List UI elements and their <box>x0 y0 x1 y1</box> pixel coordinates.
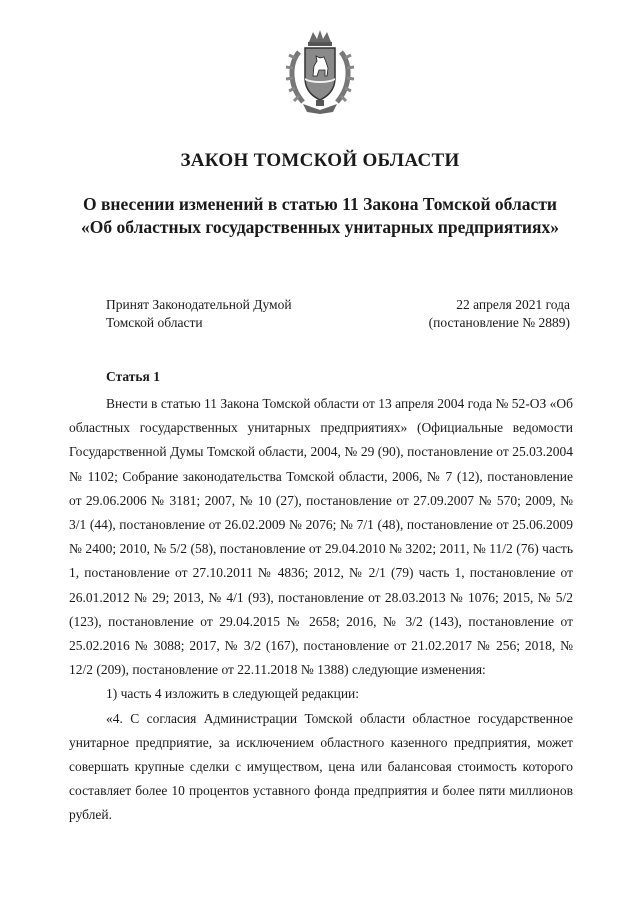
adoption-body-block <box>106 296 292 332</box>
article-heading: Статья 1 <box>106 369 160 384</box>
paragraph: Внести в статью 11 Закона Томской области от 13 апреля 2004 года № 52-ОЗ «Об областных государственных унитарных предприятиях» (Официальные ведомости Государственной Думы Томской области, 2004, № 29 (90), постановление от 25.03.2004 № 1102; Собрание законодательства Томской области, 2006, № 7 (12), постановление от 29.06.2006 № 3181; 2007, № 10 (27), постановление от 27.09.2007 № 570; 2009, № 3/1 (44), постановление от 26.02.2009 № 2076; № 7/1 (48), постановление от 25.06.2009 № 2400; 2010, № 5/2 (58), постановление от 29.04.2010 № 3202; 2011, № 11/2 (76) часть 1, постановление от 27.10.2011 № 4836; 2012, № 2/1 (79) часть 1, постановление от 26.01.2012 № 29; 2013, № 4/1 (93), постановление от 28.03.2013 № 1076; 2015, № 5/2 (123), постановление от 29.04.2015 № 2658; 2016, № 3/2 (143), постановление от 25.02.2016 № 3088; 2017, № 3/2 (167), постановление от 21.02.2017 № 256; 2018, № 12/2 (209), постановление от 22.11.2018 № 1388) следующие изменения: <box>69 396 573 678</box>
resolution-number: (постановление № 2889) <box>428 315 570 330</box>
law-title: ЗАКОН ТОМСКОЙ ОБЛАСТИ <box>180 150 460 171</box>
paragraph: 1) часть 4 изложить в следующей редакции: <box>106 686 360 702</box>
adoption-date: 22 апреля 2021 года <box>456 297 570 312</box>
article-body <box>69 392 573 828</box>
law-subtitle: О внесении изменений в статью 11 Закона Томской области «Об областных государственных унитарных предприятиях» <box>81 194 559 237</box>
coat-of-arms-icon <box>283 28 357 116</box>
adoption-body-line-1: Принят Законодательной Думой <box>106 297 292 312</box>
adoption-date-block <box>429 296 570 332</box>
paragraph: «4. С согласия Администрации Томской области областное государственное унитарное предприятие, за исключением областного казенного предприятия, может совершать крупные сделки с имуществом, цена или балансовая стоимость которого составляет более 10 процентов уставного фонда предприятия и более пяти миллионов рублей. <box>69 710 573 823</box>
adoption-body-line-2: Томской области <box>106 315 203 330</box>
